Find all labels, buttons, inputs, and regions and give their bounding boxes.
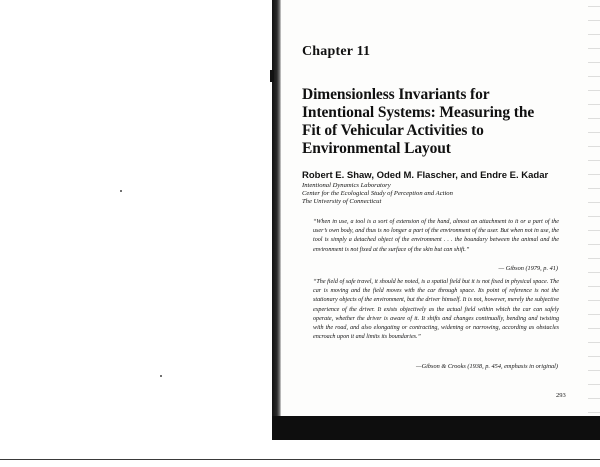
title-line: Intentional Systems: Measuring the <box>302 104 535 121</box>
spine-notch <box>270 70 274 82</box>
chapter-label: Chapter 11 <box>302 44 371 59</box>
epigraph-quote-2: “The field of safe travel, it should be noted, is a spatial field but it is not fixed in physical space. The car is moving and the field moves with the car through space. Its point of reference is not the stationary objects of the environment, but the driver himself. It is not, however, merely the subjective experience of the driver. It exists objectively as the actual field within which the car can safely operate, whether the driver is aware of it. It shifts and changes continually, bending and twisting with the road, and also elongating or contracting, widening or narrowing, according as obstacles encroach upon it and limits its boundaries.” <box>313 279 559 341</box>
chapter-title <box>302 86 562 158</box>
scan-dark-border <box>272 416 600 440</box>
affiliation <box>302 182 572 206</box>
affiliation-line: The University of Connecticut <box>302 198 382 205</box>
title-line: Dimensionless Invariants for <box>302 86 490 103</box>
scan-speck <box>120 190 122 192</box>
affiliation-line: Intentional Dynamics Laboratory <box>302 182 391 189</box>
page-right-edge <box>588 0 600 420</box>
epigraph-citation-1: — Gibson (1979, p. 41) <box>498 265 558 272</box>
scan-speck <box>160 375 162 377</box>
page-spine-shadow <box>272 0 281 418</box>
title-line: Environmental Layout <box>302 140 451 157</box>
title-line: Fit of Vehicular Activities to <box>302 122 484 139</box>
authors: Robert E. Shaw, Oded M. Flascher, and Endre E. Kadar <box>302 170 549 181</box>
epigraph-quote-1: “When in use, a tool is a sort of extension of the hand, almost an attachment to it or a part of the user’s own body, and thus is no longer a part of the environment of the user. But when not in use, the tool is simply a detached object of the environment . . . the boundary between the animal and the environment is not fixed at the surface of the skin but can shift.” <box>313 219 559 253</box>
affiliation-line: Center for the Ecological Study of Perception and Action <box>302 190 453 197</box>
page-number: 293 <box>556 392 566 399</box>
scan-edge-line <box>0 459 600 460</box>
epigraph-citation-2: —Gibson & Crooks (1938, p. 454, emphasis in original) <box>416 363 558 370</box>
